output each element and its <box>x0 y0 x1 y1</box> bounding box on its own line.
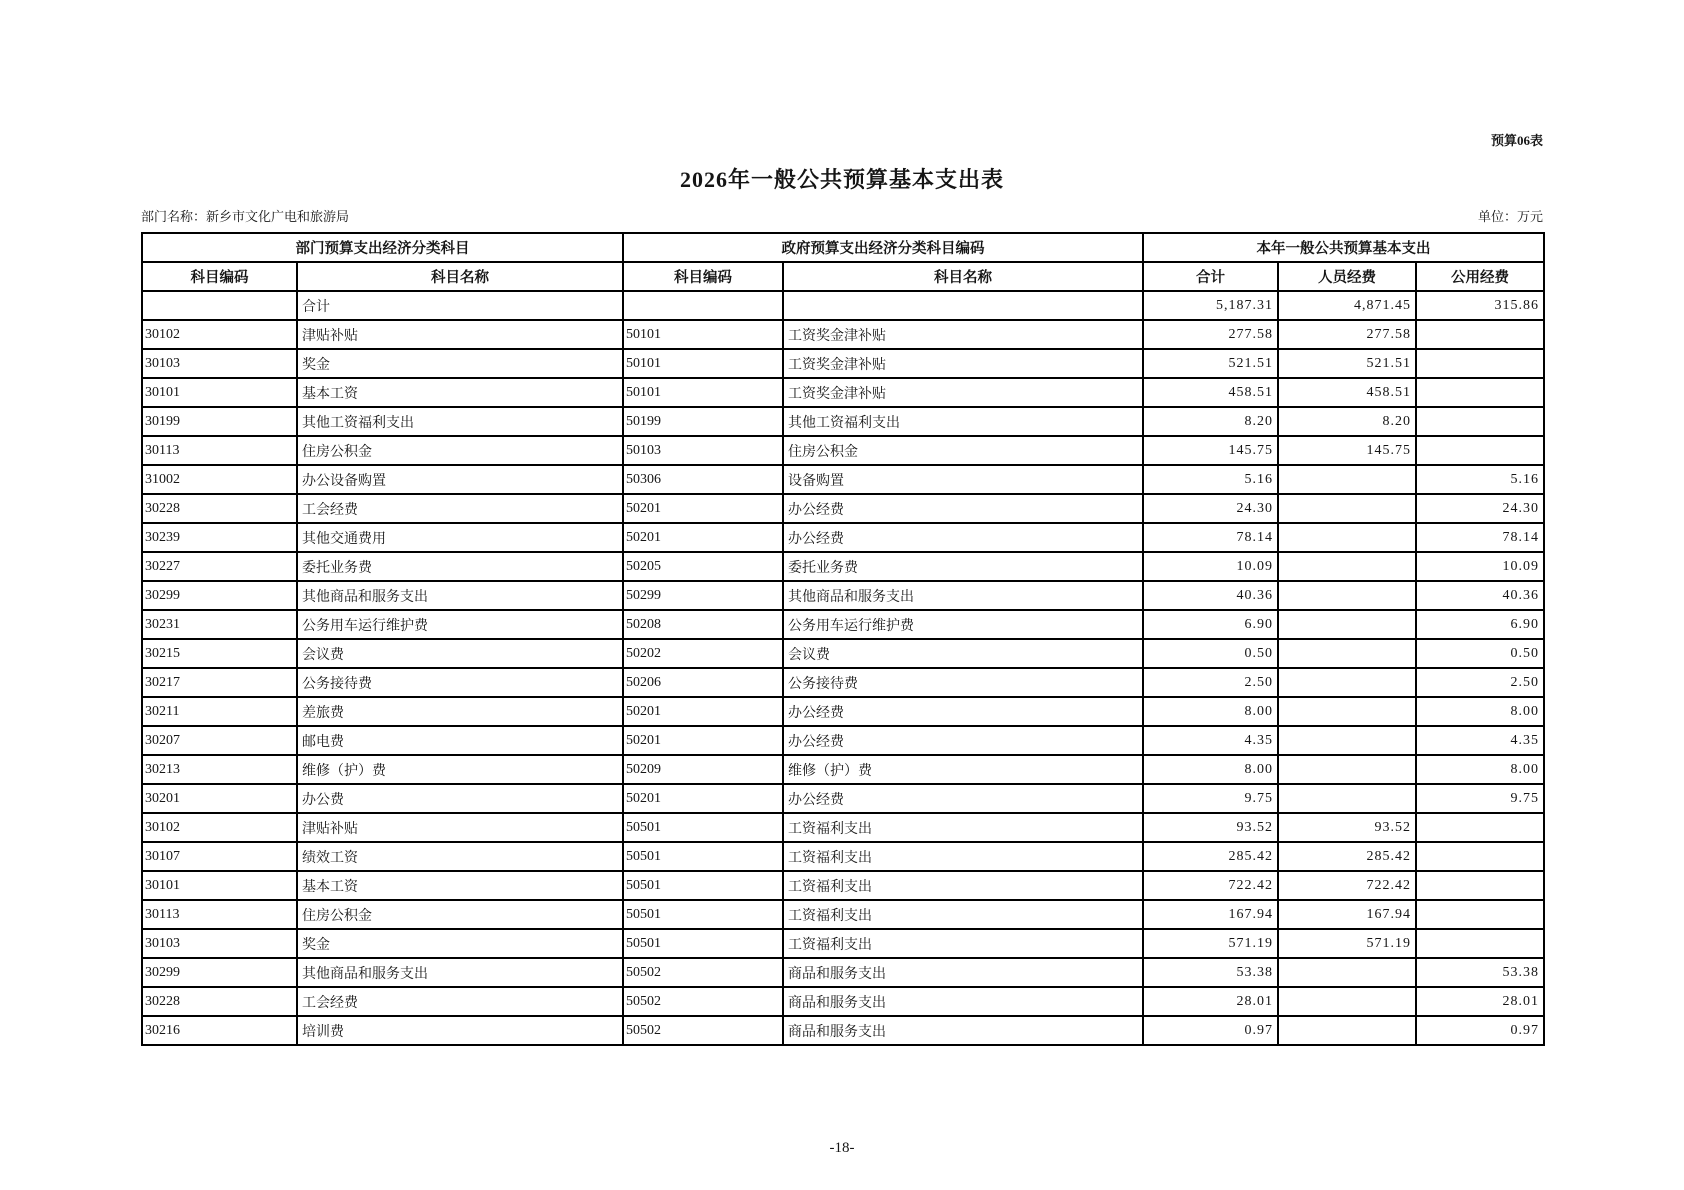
table-row <box>142 291 1544 320</box>
code-cell: 50205 <box>623 552 783 581</box>
name-cell: 基本工资 <box>297 871 623 900</box>
table-row <box>142 407 1544 436</box>
value-cell <box>1278 755 1416 784</box>
table-row <box>142 929 1544 958</box>
value-cell: 40.36 <box>1416 581 1544 610</box>
value-cell <box>1278 494 1416 523</box>
name-cell: 工资福利支出 <box>783 871 1143 900</box>
value-cell: 277.58 <box>1278 320 1416 349</box>
code-cell: 30211 <box>142 697 297 726</box>
value-cell: 53.38 <box>1416 958 1544 987</box>
value-cell: 458.51 <box>1143 378 1278 407</box>
code-cell <box>142 291 297 320</box>
code-cell: 50201 <box>623 523 783 552</box>
value-cell <box>1278 1016 1416 1045</box>
name-cell: 住房公积金 <box>297 900 623 929</box>
name-cell: 差旅费 <box>297 697 623 726</box>
value-cell <box>1416 900 1544 929</box>
value-cell: 521.51 <box>1278 349 1416 378</box>
table-row <box>142 668 1544 697</box>
value-cell <box>1278 958 1416 987</box>
value-cell <box>1278 639 1416 668</box>
group-header-row <box>142 233 1544 262</box>
value-cell: 285.42 <box>1143 842 1278 871</box>
table-row <box>142 581 1544 610</box>
table-row <box>142 755 1544 784</box>
value-cell: 145.75 <box>1278 436 1416 465</box>
value-cell <box>1278 987 1416 1016</box>
table-row <box>142 320 1544 349</box>
value-cell: 93.52 <box>1278 813 1416 842</box>
page-number: -18- <box>829 1140 855 1156</box>
table-row <box>142 349 1544 378</box>
value-cell: 521.51 <box>1143 349 1278 378</box>
table-row <box>142 1016 1544 1045</box>
code-cell: 30216 <box>142 1016 297 1045</box>
code-cell: 50502 <box>623 1016 783 1045</box>
code-cell: 30231 <box>142 610 297 639</box>
code-cell: 30299 <box>142 581 297 610</box>
name-cell: 委托业务费 <box>783 552 1143 581</box>
value-cell: 8.20 <box>1278 407 1416 436</box>
value-cell: 40.36 <box>1143 581 1278 610</box>
code-cell: 30217 <box>142 668 297 697</box>
code-cell: 30239 <box>142 523 297 552</box>
value-cell: 167.94 <box>1278 900 1416 929</box>
name-cell: 维修（护）费 <box>297 755 623 784</box>
name-cell: 其他商品和服务支出 <box>297 958 623 987</box>
sheet-label: 预算06表 <box>1490 133 1543 148</box>
name-cell: 奖金 <box>297 929 623 958</box>
name-cell: 办公经费 <box>783 697 1143 726</box>
value-cell: 10.09 <box>1416 552 1544 581</box>
code-cell: 50201 <box>623 697 783 726</box>
value-cell <box>1278 581 1416 610</box>
table-row <box>142 639 1544 668</box>
name-cell: 住房公积金 <box>783 436 1143 465</box>
name-cell: 公务接待费 <box>783 668 1143 697</box>
value-cell: 9.75 <box>1416 784 1544 813</box>
value-cell: 4.35 <box>1416 726 1544 755</box>
code-cell: 30113 <box>142 436 297 465</box>
name-cell: 其他工资福利支出 <box>783 407 1143 436</box>
name-cell: 商品和服务支出 <box>783 987 1143 1016</box>
code-cell: 50101 <box>623 378 783 407</box>
table-row <box>142 697 1544 726</box>
value-cell: 53.38 <box>1143 958 1278 987</box>
value-cell: 5,187.31 <box>1143 291 1278 320</box>
name-cell: 邮电费 <box>297 726 623 755</box>
code-cell: 50502 <box>623 958 783 987</box>
code-cell: 30102 <box>142 813 297 842</box>
value-cell: 8.00 <box>1143 697 1278 726</box>
name-cell: 办公经费 <box>783 494 1143 523</box>
column-header-subject-name-2: 科目名称 <box>783 262 1143 291</box>
code-cell: 50201 <box>623 494 783 523</box>
value-cell: 5.16 <box>1416 465 1544 494</box>
name-cell: 其他工资福利支出 <box>297 407 623 436</box>
code-cell: 30199 <box>142 407 297 436</box>
name-cell: 其他商品和服务支出 <box>783 581 1143 610</box>
code-cell: 50501 <box>623 929 783 958</box>
value-cell: 78.14 <box>1143 523 1278 552</box>
name-cell: 办公经费 <box>783 726 1143 755</box>
name-cell: 合计 <box>297 291 623 320</box>
value-cell: 2.50 <box>1416 668 1544 697</box>
name-cell: 工资福利支出 <box>783 900 1143 929</box>
value-cell: 6.90 <box>1416 610 1544 639</box>
code-cell: 30228 <box>142 987 297 1016</box>
code-cell: 50501 <box>623 900 783 929</box>
value-cell: 4.35 <box>1143 726 1278 755</box>
name-cell: 工资奖金津补贴 <box>783 349 1143 378</box>
name-cell: 工会经费 <box>297 987 623 1016</box>
code-cell: 50103 <box>623 436 783 465</box>
name-cell: 其他交通费用 <box>297 523 623 552</box>
table-row <box>142 900 1544 929</box>
value-cell: 6.90 <box>1143 610 1278 639</box>
department-name-label: 部门名称：新乡市文化广电和旅游局 <box>141 209 350 224</box>
value-cell <box>1278 610 1416 639</box>
value-cell <box>1416 871 1544 900</box>
code-cell: 50306 <box>623 465 783 494</box>
name-cell: 办公设备购置 <box>297 465 623 494</box>
table-row <box>142 494 1544 523</box>
name-cell: 商品和服务支出 <box>783 958 1143 987</box>
page-content <box>141 0 1543 1046</box>
name-cell: 工资福利支出 <box>783 929 1143 958</box>
value-cell: 8.00 <box>1143 755 1278 784</box>
value-cell: 315.86 <box>1416 291 1544 320</box>
table-row <box>142 436 1544 465</box>
name-cell: 会议费 <box>783 639 1143 668</box>
table-row <box>142 465 1544 494</box>
name-cell: 工资奖金津补贴 <box>783 378 1143 407</box>
code-cell: 50209 <box>623 755 783 784</box>
code-cell: 30207 <box>142 726 297 755</box>
code-cell: 50206 <box>623 668 783 697</box>
value-cell: 285.42 <box>1278 842 1416 871</box>
value-cell: 8.00 <box>1416 755 1544 784</box>
value-cell: 458.51 <box>1278 378 1416 407</box>
value-cell: 9.75 <box>1143 784 1278 813</box>
table-row <box>142 784 1544 813</box>
column-header-row <box>142 262 1544 291</box>
name-cell: 商品和服务支出 <box>783 1016 1143 1045</box>
name-cell: 工会经费 <box>297 494 623 523</box>
value-cell: 571.19 <box>1278 929 1416 958</box>
code-cell <box>623 291 783 320</box>
code-cell: 30113 <box>142 900 297 929</box>
value-cell <box>1278 465 1416 494</box>
value-cell: 24.30 <box>1143 494 1278 523</box>
code-cell: 50501 <box>623 842 783 871</box>
value-cell: 277.58 <box>1143 320 1278 349</box>
value-cell: 571.19 <box>1143 929 1278 958</box>
value-cell: 722.42 <box>1278 871 1416 900</box>
value-cell <box>1416 320 1544 349</box>
value-cell: 0.50 <box>1416 639 1544 668</box>
value-cell: 5.16 <box>1143 465 1278 494</box>
code-cell: 30103 <box>142 929 297 958</box>
column-header-subject-name-1: 科目名称 <box>297 262 623 291</box>
name-cell: 住房公积金 <box>297 436 623 465</box>
code-cell: 50201 <box>623 784 783 813</box>
name-cell: 工资奖金津补贴 <box>783 320 1143 349</box>
code-cell: 30101 <box>142 378 297 407</box>
name-cell: 会议费 <box>297 639 623 668</box>
code-cell: 30299 <box>142 958 297 987</box>
value-cell <box>1278 523 1416 552</box>
value-cell: 167.94 <box>1143 900 1278 929</box>
value-cell <box>1416 378 1544 407</box>
value-cell <box>1278 726 1416 755</box>
value-cell: 2.50 <box>1143 668 1278 697</box>
value-cell <box>1416 407 1544 436</box>
table-row <box>142 610 1544 639</box>
code-cell: 30107 <box>142 842 297 871</box>
value-cell: 722.42 <box>1143 871 1278 900</box>
value-cell <box>1278 697 1416 726</box>
name-cell: 设备购置 <box>783 465 1143 494</box>
value-cell: 4,871.45 <box>1278 291 1416 320</box>
code-cell: 50101 <box>623 320 783 349</box>
table-row <box>142 378 1544 407</box>
code-cell: 50501 <box>623 813 783 842</box>
code-cell: 30215 <box>142 639 297 668</box>
name-cell: 办公经费 <box>783 523 1143 552</box>
value-cell <box>1416 813 1544 842</box>
value-cell: 28.01 <box>1143 987 1278 1016</box>
group-header-government: 政府预算支出经济分类科目编码 <box>623 233 1143 262</box>
value-cell <box>1416 842 1544 871</box>
name-cell: 工资福利支出 <box>783 813 1143 842</box>
code-cell: 30228 <box>142 494 297 523</box>
name-cell: 奖金 <box>297 349 623 378</box>
meta-row <box>141 206 1543 225</box>
table-row <box>142 523 1544 552</box>
value-cell: 24.30 <box>1416 494 1544 523</box>
code-cell: 30103 <box>142 349 297 378</box>
budget-table-body <box>142 291 1544 1045</box>
column-header-total: 合计 <box>1143 262 1278 291</box>
code-cell: 50502 <box>623 987 783 1016</box>
name-cell: 其他商品和服务支出 <box>297 581 623 610</box>
column-header-personnel: 人员经费 <box>1278 262 1416 291</box>
group-header-budget: 本年一般公共预算基本支出 <box>1143 233 1544 262</box>
name-cell <box>783 291 1143 320</box>
code-cell: 30213 <box>142 755 297 784</box>
name-cell: 办公费 <box>297 784 623 813</box>
value-cell: 0.50 <box>1143 639 1278 668</box>
value-cell: 0.97 <box>1416 1016 1544 1045</box>
name-cell: 津贴补贴 <box>297 813 623 842</box>
value-cell: 93.52 <box>1143 813 1278 842</box>
value-cell <box>1416 349 1544 378</box>
name-cell: 工资福利支出 <box>783 842 1143 871</box>
code-cell: 50201 <box>623 726 783 755</box>
name-cell: 公务用车运行维护费 <box>297 610 623 639</box>
table-row <box>142 552 1544 581</box>
code-cell: 31002 <box>142 465 297 494</box>
value-cell: 10.09 <box>1143 552 1278 581</box>
value-cell: 0.97 <box>1143 1016 1278 1045</box>
table-row <box>142 871 1544 900</box>
table-row <box>142 958 1544 987</box>
name-cell: 办公经费 <box>783 784 1143 813</box>
table-row <box>142 813 1544 842</box>
name-cell: 委托业务费 <box>297 552 623 581</box>
budget-table <box>141 232 1545 1046</box>
code-cell: 50199 <box>623 407 783 436</box>
name-cell: 公务用车运行维护费 <box>783 610 1143 639</box>
name-cell: 培训费 <box>297 1016 623 1045</box>
value-cell: 8.00 <box>1416 697 1544 726</box>
code-cell: 50202 <box>623 639 783 668</box>
code-cell: 30102 <box>142 320 297 349</box>
value-cell: 28.01 <box>1416 987 1544 1016</box>
value-cell <box>1416 929 1544 958</box>
name-cell: 维修（护）费 <box>783 755 1143 784</box>
code-cell: 30227 <box>142 552 297 581</box>
code-cell: 50299 <box>623 581 783 610</box>
name-cell: 公务接待费 <box>297 668 623 697</box>
value-cell: 145.75 <box>1143 436 1278 465</box>
code-cell: 50101 <box>623 349 783 378</box>
table-row <box>142 726 1544 755</box>
table-row <box>142 987 1544 1016</box>
value-cell <box>1278 668 1416 697</box>
table-row <box>142 842 1544 871</box>
page-title: 2026年一般公共预算基本支出表 <box>679 167 1004 192</box>
code-cell: 50501 <box>623 871 783 900</box>
column-header-subject-code-2: 科目编码 <box>623 262 783 291</box>
group-header-department: 部门预算支出经济分类科目 <box>142 233 623 262</box>
column-header-subject-code-1: 科目编码 <box>142 262 297 291</box>
code-cell: 30101 <box>142 871 297 900</box>
value-cell <box>1416 436 1544 465</box>
column-header-public: 公用经费 <box>1416 262 1544 291</box>
code-cell: 30201 <box>142 784 297 813</box>
name-cell: 绩效工资 <box>297 842 623 871</box>
name-cell: 基本工资 <box>297 378 623 407</box>
name-cell: 津贴补贴 <box>297 320 623 349</box>
code-cell: 50208 <box>623 610 783 639</box>
value-cell <box>1278 552 1416 581</box>
unit-label: 单位：万元 <box>1477 209 1543 224</box>
value-cell <box>1278 784 1416 813</box>
value-cell: 78.14 <box>1416 523 1544 552</box>
value-cell: 8.20 <box>1143 407 1278 436</box>
